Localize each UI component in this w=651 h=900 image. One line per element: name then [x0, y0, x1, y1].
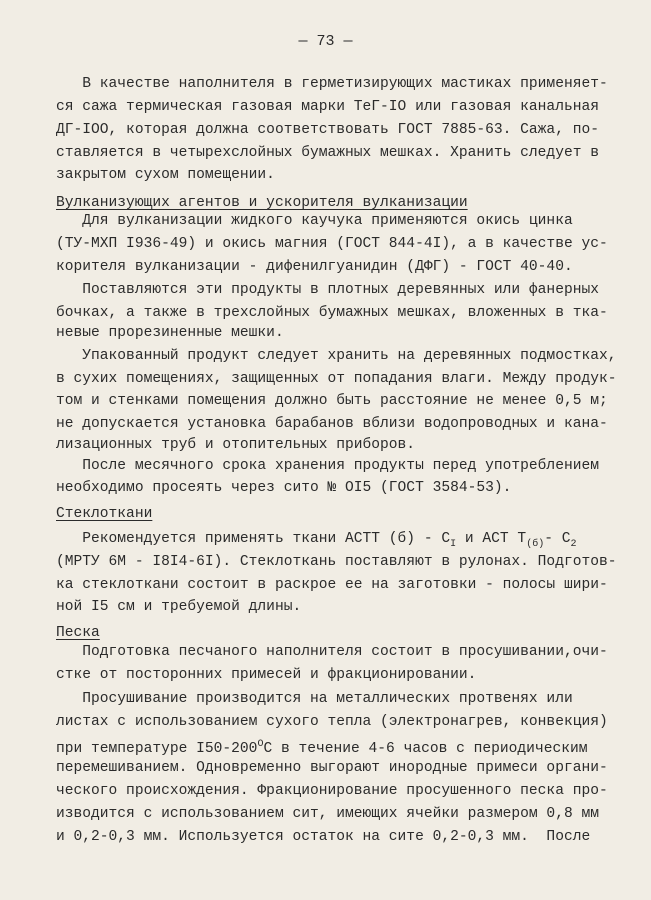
section3-line: Подготовка песчаного наполнителя состоит в просушивании,очи- — [56, 644, 608, 660]
section1-line: После месячного срока хранения продукты перед употреблением — [56, 458, 599, 474]
section1-line: лизационных труб и отопительных приборов. — [56, 437, 416, 453]
section3-line: листах с использованием сухого тепла (электронагрев, конвекция) — [56, 714, 608, 730]
section3-line: стке от посторонних примесей и фракционировании. — [56, 667, 477, 683]
intro-line: ставляется в четырехслойных бумажных мешках. Хранить следует в — [56, 145, 599, 161]
section1-line: необходимо просеять через сито № OI5 (ГОСТ 3584-53). — [56, 480, 512, 496]
section1-line: том и стенками помещения должно быть расстояние не менее 0,5 м; — [56, 393, 608, 409]
section3-line-temperature: при температуре $I50-200^ОС$ в течение 4-6 часов с периодическим — [56, 739, 588, 757]
section2-line: ной I5 см и требуемой длины. — [56, 599, 302, 615]
section1-line: (ТУ-МХП I936-49) и окись магния (ГОСТ 844-4I), а в качестве ус- — [56, 236, 608, 252]
intro-line: ДГ-IOO, которая должна соответствовать ГОСТ 7885-63. Сажа, по- — [56, 122, 599, 138]
section1-line: Упакованный продукт следует хранить на деревянных подмостках, — [56, 348, 617, 364]
section2-line: ка стеклоткани состоит в раскрое ее на заготовки - полосы шири- — [56, 577, 608, 593]
section3-line: и 0,2-0,3 мм. Используется остаток на сите 0,2-0,3 мм. После — [56, 829, 591, 845]
section2-line: (МРТУ 6М - I8I4-6I). Стеклоткань поставляют в рулонах. Подготов- — [56, 554, 617, 570]
intro-line: В качестве наполнителя в герметизирующих мастиках применяет- — [56, 76, 608, 92]
section1-line: Поставляются эти продукты в плотных деревянных или фанерных — [56, 282, 599, 298]
section1-line: Для вулканизации жидкого каучука применяются окись цинка — [56, 213, 573, 229]
section-heading-vulcanization: Вулканизующих агентов и ускорителя вулканизации — [56, 195, 468, 211]
section3-line: перемешиванием. Одновременно выгорают инородные примеси органи- — [56, 760, 608, 776]
section1-line: не допускается установка барабанов вблизи водопроводных и кана- — [56, 416, 608, 432]
intro-line: закрытом сухом помещении. — [56, 167, 275, 183]
section3-line: Просушивание производится на металлических протвенях или — [56, 691, 573, 707]
section1-line: в сухих помещениях, защищенных от попадания влаги. Между продук- — [56, 371, 617, 387]
section2-line-first: Рекомендуется применять ткани АСТТ $(б) - С_I$ и АСТ $Т_{(б)}-$ $С_2$ — [56, 531, 577, 550]
page-number: — 73 — — [298, 33, 353, 50]
section3-line: ческого происхождения. Фракционирование просушенного песка про- — [56, 783, 608, 799]
intro-line: ся сажа термическая газовая марки ТеГ-IO или газовая канальная — [56, 99, 599, 115]
section1-line: невые прорезиненные мешки. — [56, 325, 284, 341]
section1-line: корителя вулканизации - дифенилгуанидин (ДФГ) - ГОСТ 40-40. — [56, 259, 573, 275]
section1-line: бочках, а также в трехслойных бумажных мешках, вложенных в тка- — [56, 305, 608, 321]
section-heading-sand: Песка — [56, 625, 100, 641]
section3-line: изводится с использованием сит, имеющих ячейки размером 0,8 мм — [56, 806, 599, 822]
section-heading-fiberglass: Стеклоткани — [56, 506, 153, 522]
